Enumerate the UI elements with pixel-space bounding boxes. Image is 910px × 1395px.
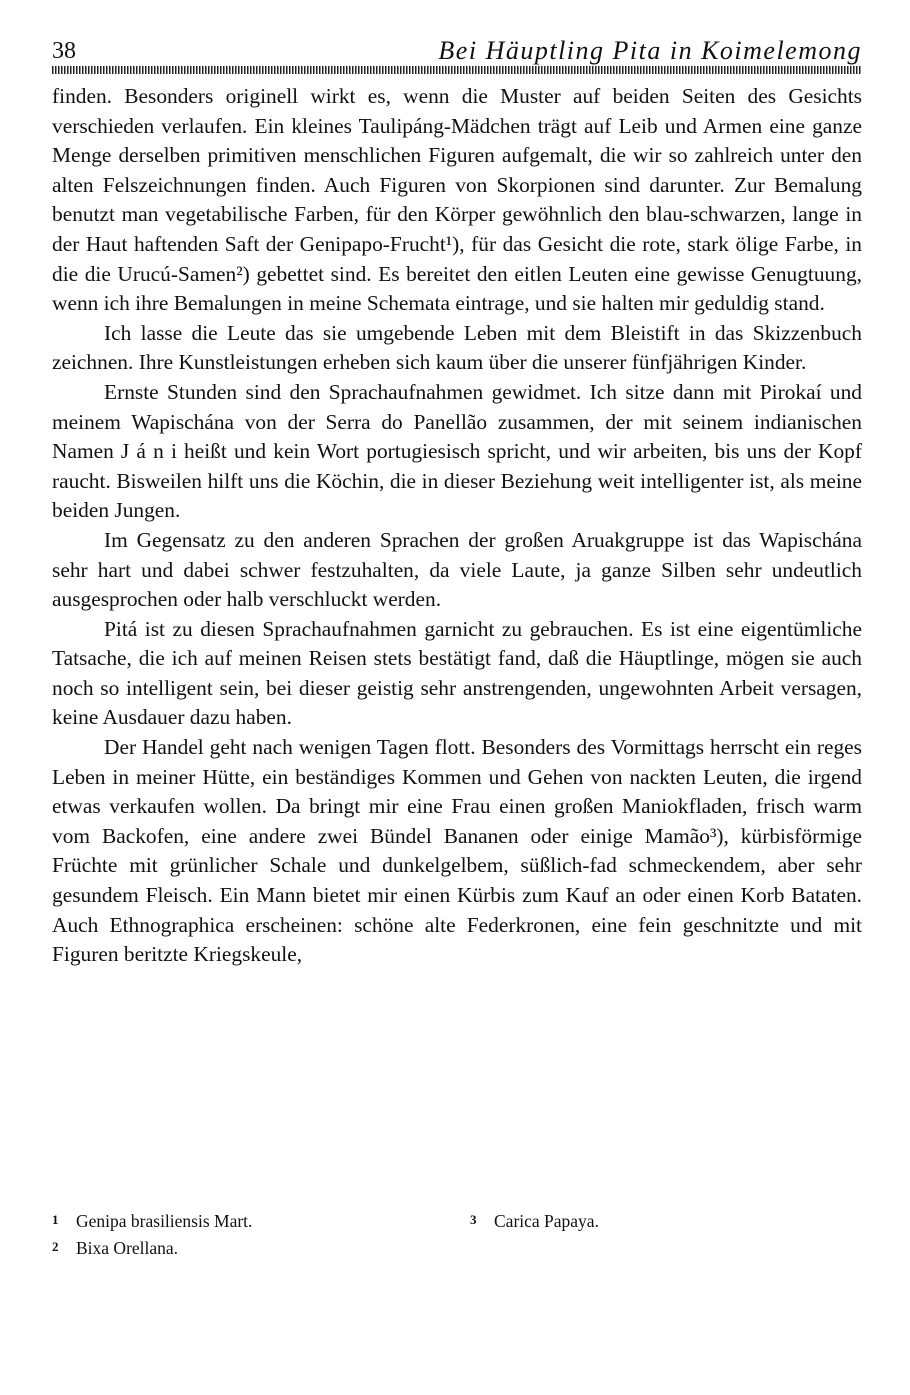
footnote-text: Bixa Orellana. bbox=[76, 1238, 179, 1258]
footnote-number: 1 bbox=[52, 1212, 59, 1227]
paragraph: Pitá ist zu diesen Sprachaufnahmen garnicht zu gebrauchen. Es ist eine eigentümliche Tatsache, die ich auf meinen Reisen stets bestätigt fand, daß die Häuptlinge, mögen sie auch noch so intelligent sein, bei dieser geistig sehr anstrengenden, ungewohnten Arbeit versagen, keine Ausdauer dazu haben. bbox=[52, 616, 862, 730]
header-rule bbox=[52, 66, 862, 74]
footnote bbox=[52, 1206, 252, 1235]
footnote-text: Carica Papaya. bbox=[494, 1211, 599, 1231]
footnote-number: 2 bbox=[52, 1239, 59, 1254]
body-text bbox=[52, 82, 862, 970]
paragraph: Ich lasse die Leute das sie umgebende Leben mit dem Bleistift in das Skizzenbuch zeichnen. Ihre Kunstleistungen erheben sich kaum über die unserer fünfjährigen Kinder. bbox=[52, 320, 862, 375]
footnote-text: Genipa brasiliensis Mart. bbox=[76, 1211, 253, 1231]
paragraph: Ernste Stunden sind den Sprachaufnahmen gewidmet. Ich sitze dann mit Pirokaí und meinem Wapischána von der Serra do Panellão zusammen, der mit seinem indianischen Namen J á n i heißt und kein Wort portugiesisch spricht, und wir arbeiten, bis uns der Kopf raucht. Bisweilen hilft uns die Köchin, die in dieser Beziehung weit intelligenter ist, als meine beiden Jungen. bbox=[52, 379, 862, 523]
running-title: Bei Häuptling Pita in Koimelemong bbox=[438, 36, 862, 65]
paragraph: finden. Besonders originell wirkt es, wenn die Muster auf beiden Seiten des Gesichts verschieden verlaufen. Ein kleines Taulipáng-Mädchen trägt auf Leib und Armen eine ganze Menge derselben primitiven menschlichen Figuren aufgemalt, die wir so zahlreich unter den alten Felszeichnungen finden. Auch Figuren von Skorpionen sind darunter. Zur Bemalung benutzt man vegetabilische Farben, für den Körper gewöhnlich den blau-schwarzen, lange in der Haut haftenden Saft der Genipapo-Frucht¹), für das Gesicht die rote, stark ölige Farbe, in die die Urucú-Samen²) gebettet sind. Es bereitet den eitlen Leuten eine gewisse Genugtuung, wenn ich ihre Bemalungen in meine Schemata eintrage, und sie halten mir geduldig stand. bbox=[52, 84, 862, 316]
paragraph: Im Gegensatz zu den anderen Sprachen der großen Aruakgruppe ist das Wapischána sehr hart und dabei schwer festzuhalten, da viele Laute, ja ganze Silben sehr undeutlich ausgesprochen oder halb verschluckt werden. bbox=[52, 527, 862, 612]
paragraph: Der Handel geht nach wenigen Tagen flott. Besonders des Vormittags herrscht ein reges Leben in meiner Hütte, ein beständiges Kommen und Gehen von nackten Leuten, die irgend etwas verkaufen wollen. Da bringt mir eine Frau einen großen Maniokfladen, frisch warm vom Backofen, eine andere zwei Bündel Bananen oder einige Mamão³), kürbisförmige Früchte mit grünlicher Schale und dunkelgelbem, süßlich-fad schmeckendem, aber sehr gesundem Fleisch. Ein Mann bietet mir einen Kürbis zum Kauf an oder einen Korb Bataten. Auch Ethnographica erscheinen: schöne alte Federkronen, eine fein geschnitzte und mit Figuren beritzte Kriegskeule, bbox=[52, 735, 862, 967]
page-number: 38 bbox=[52, 38, 76, 64]
footnote-number: 3 bbox=[470, 1212, 477, 1227]
footnote bbox=[52, 1233, 178, 1262]
footnote bbox=[470, 1206, 599, 1235]
page-header bbox=[52, 36, 862, 76]
